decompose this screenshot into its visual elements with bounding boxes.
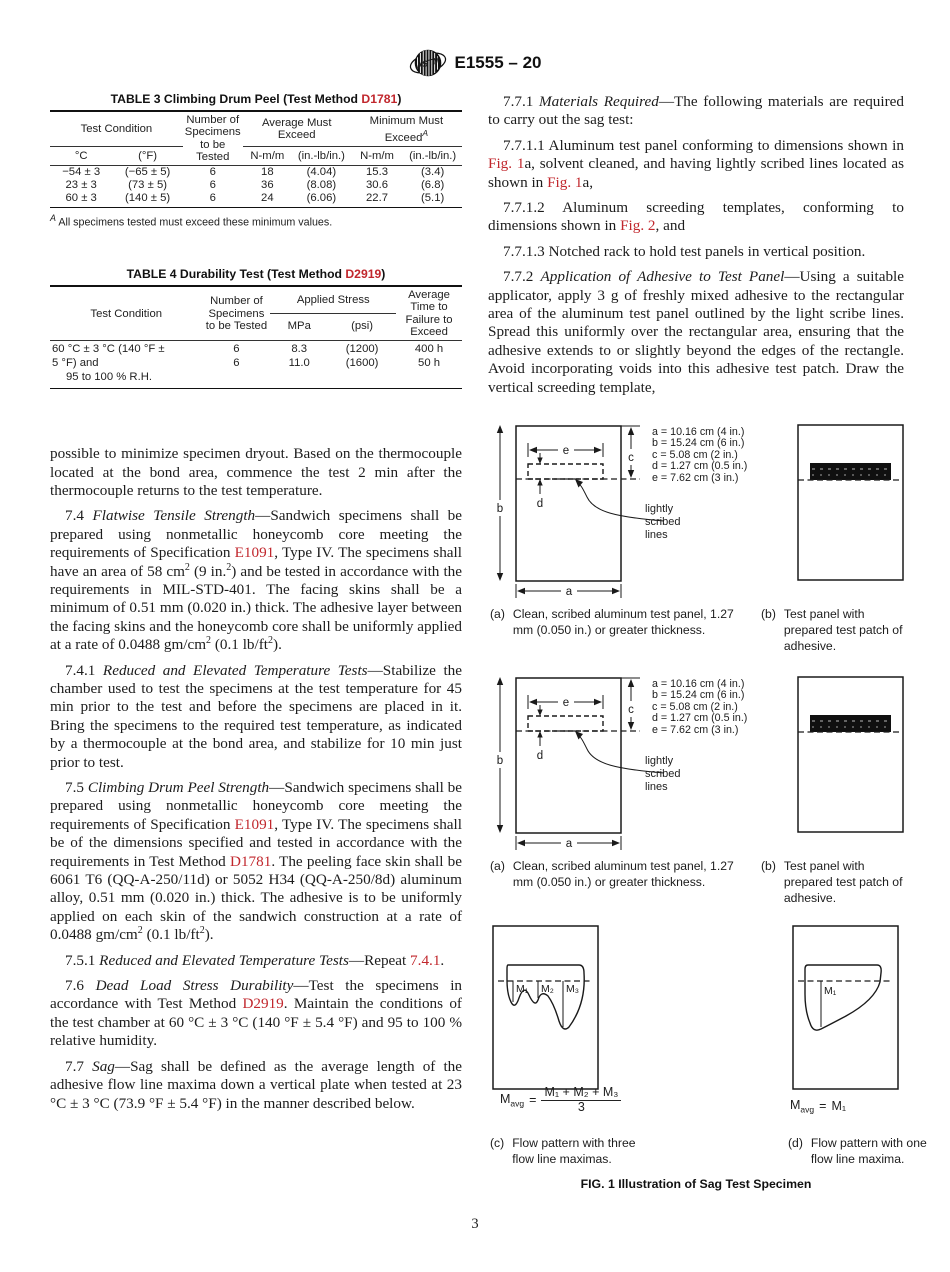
paragraph-7-4-1 [50, 662, 462, 772]
adhesive-patch [810, 715, 891, 732]
formula-average-one: $M_{avg}$ = M₁ [790, 1098, 847, 1115]
cell: (73 ± 5) [128, 178, 167, 191]
text-run: —Stabilize the chamber used to test the specimens at the test temperature for 45 min prior to the test and before the specimens are placed in it. Bring the specimens to the required test temperature, as indicated by a thermocouple at the bond area, and stabilize for 10 min just prior to test. [50, 661, 463, 771]
table3-title [50, 93, 462, 106]
ref-link[interactable]: Fig. 1 [547, 173, 583, 191]
caption-b: (b) Test panel with prepared test patch of adhesive. [761, 607, 903, 653]
subheader-psi: (psi) [328, 313, 396, 341]
caption-d: (d) Flow pattern with one flow line maxima. [788, 1136, 927, 1166]
text-run: 7.7.1.3 Notched rack to hold test panels in vertical position. [503, 242, 866, 260]
text-run: (0.1 lb/ft [142, 926, 200, 944]
subheader-mpa: MPa [270, 313, 328, 341]
table3-footnote: $^A$ All specimens tested must exceed these minimum values. [50, 212, 333, 229]
paragraph-continuation [50, 445, 462, 500]
cell-condition: 60 °C ± 3 °C (140 °F ± 5 °F) and 95 to 100 % R.H. [50, 341, 202, 389]
dim-label-b: b [496, 755, 504, 767]
test-panel-outline [798, 425, 903, 580]
caption-c: (c) Flow pattern with three flow line maximas. [490, 1136, 636, 1166]
subheader-inlb: (in.-lb/in.) [403, 147, 462, 166]
test-panel-outline [493, 926, 598, 1089]
paragraph-7-7-2 [488, 268, 904, 397]
cell-specimens: 6 6 [202, 341, 270, 389]
text-run: Materials Required [539, 93, 659, 110]
subheader-f: (°F) [112, 147, 182, 166]
adhesive-patch-panel-diagram [796, 675, 906, 835]
text-run: a, [582, 173, 594, 191]
text-run: ) and be tested in accordance with the requirements in MIL-STD-401. The facing skins shall be a minimum of 0.51 mm (0.020 in.) thick. The adhesive layer between the facing skins and the honeycomb core shall be uniformly applied at a rate of 0.0488 gm/cm [50, 562, 463, 654]
table3-title-text: TABLE 3 Climbing Drum Peel (Test Method [110, 92, 362, 106]
text-run: 7.5.1 [65, 951, 100, 969]
paragraph-7-4 [50, 507, 462, 654]
table4-title [50, 268, 462, 281]
cell: (3.4) [421, 166, 445, 179]
text-run: 2 [184, 561, 190, 573]
text-run: 7.5 [65, 779, 88, 797]
cell-psi: (1200) (1600) [328, 341, 396, 389]
text-run: 2 [199, 925, 205, 937]
table3-block [50, 93, 462, 228]
text-run: 7.4.1 [65, 661, 103, 679]
cell: 23 ± 3 [65, 178, 97, 191]
scribed-lines-rectangle [528, 464, 603, 479]
text-run: 7.7.1.2 Aluminum screeding templates, conforming to dimensions shown in [488, 199, 904, 235]
cell: 60 ± 3 [50, 192, 112, 207]
text-run: , Type IV. The specimens shall have an area of 58 cm [50, 544, 462, 580]
ref-link[interactable]: Fig. 1 [488, 155, 525, 173]
text-run: ). [204, 926, 214, 944]
text-run: (9 in. [189, 562, 227, 580]
m2-label: M₂ [541, 983, 554, 995]
table-row [50, 179, 462, 192]
cell-mpa: 8.3 11.0 [270, 341, 328, 389]
scribe-label: lightly scribed lines [645, 755, 681, 793]
subheader-c: °C [50, 147, 112, 166]
subheader-nmm: N-m/m [351, 147, 404, 166]
left-column [50, 93, 462, 1113]
figure-1-block-ab-1 [488, 420, 904, 672]
paragraph-7-7 [50, 1058, 462, 1113]
text-run: . The peeling face skin shall be 6061 T6 (QQ-A-250/11d) or 5052 H34 (QQ-A-250/8d) aluminum alloy, 0.51 mm (0.020 in.) thick. The adhesive is to be uniformly applied on each skin of the sandwich construction at a rate of 0.0488 gm/cm [50, 852, 463, 944]
text-run: Reduced and Elevated Temperature Tests [102, 661, 368, 679]
text-run: possible to minimize specimen dryout. Based on the thermocouple located at the bond area, commence the test 2 min after the thermocouple returns to the test temperature. [50, 445, 462, 499]
dimension-legend: a = 10.16 cm (4 in.) b = 15.24 cm (6 in.) c = 5.08 cm (2 in.) d = 1.27 cm (0.5 in.) e = 7.62 cm (3 in.) [652, 426, 748, 484]
cell: 6 [209, 166, 216, 179]
ref-link[interactable]: D2919 [345, 267, 382, 282]
table4 [50, 285, 462, 389]
table4-title-text: TABLE 4 Durability Test (Test Method [126, 267, 346, 282]
table-row [50, 192, 462, 207]
page-header [0, 44, 950, 82]
paragraph-7-6 [50, 977, 462, 1051]
paragraph-7-5 [50, 779, 462, 945]
paragraph-7-5-1 [50, 952, 462, 970]
table-row [50, 341, 462, 389]
text-run: , Type IV. The specimens shall be of the dimensions specified and tested in accordance with the requirements in Test Method [50, 815, 462, 870]
scribed-test-panel-diagram [488, 420, 668, 600]
cell: −54 ± 3 [62, 166, 101, 179]
right-column [488, 93, 927, 1191]
scribe-label: lightly scribed lines [645, 503, 681, 541]
dimension-legend: a = 10.16 cm (4 in.) b = 15.24 cm (6 in.) c = 5.08 cm (2 in.) d = 1.27 cm (0.5 in.) e = 7.62 cm (3 in.) [652, 678, 748, 736]
flow-pattern-three-maxima-diagram [491, 924, 601, 1092]
standard-designation: E1555 – 20 [454, 53, 542, 72]
ref-link[interactable]: Fig. 2 [620, 217, 656, 235]
dim-label-c: c [628, 704, 634, 716]
table3 [50, 110, 462, 208]
text-run: 7.6 [65, 977, 96, 995]
col-header-time: Average Time to Failure to Exceed [396, 286, 462, 341]
test-panel-outline [798, 677, 903, 832]
text-run: —Repeat [348, 951, 411, 969]
text-run: 2 [137, 925, 143, 937]
figure-1-block-cd [488, 924, 927, 1176]
dim-label-e: e [562, 697, 570, 709]
text-run: —Sandwich specimens shall be prepared using nonmetallic honeycomb core meeting the requirements of Specification [50, 779, 463, 833]
text-run: —Test the specimens in accordance with Test Method [50, 977, 463, 1013]
paragraph-7-7-1-1 [488, 137, 904, 192]
m3-label: M₃ [566, 983, 580, 995]
cell: (−65 ± 5) [124, 166, 171, 179]
m1-label: M₁ [824, 985, 837, 997]
text-run: ). [273, 636, 282, 654]
flow-pattern-one-maximum-diagram [791, 924, 901, 1092]
left-column-text [50, 445, 462, 1113]
page-number: 3 [471, 1216, 479, 1232]
dim-label-b: b [496, 503, 504, 515]
cell: (5.1) [403, 192, 462, 207]
cell: (140 ± 5) [112, 192, 182, 207]
cell: 6 [183, 192, 243, 207]
col-header-average: Average Must Exceed [243, 111, 351, 147]
cell: (4.04) [306, 166, 337, 179]
figure-1-block-ab-2 [488, 672, 904, 924]
text-run: Flatwise Tensile Strength [92, 507, 256, 525]
cell: 18 [261, 166, 274, 179]
text-run: —Using a suitable applicator, apply 3 g of freshly mixed adhesive to the rectangular area of the aluminum test panel outlined by the light scribe lines. Spread this uniformly over the rectangular area, ensuring that the adhesive extends to or slightly beyond the edges of the rectangle. Avoid incorporating voids into this adhesive test patch. Draw the vertical screeding template, [488, 268, 905, 396]
cell: 6 [209, 178, 216, 191]
subheader-nmm: N-m/m [243, 147, 292, 166]
subheader-inlb: (in.-lb/in.) [292, 147, 351, 166]
table-row [50, 166, 462, 179]
col-header-minimum: Minimum Must Exceed$^A$ [351, 111, 462, 147]
paragraph-7-7-1-2 [488, 199, 904, 236]
cell: 30.6 [366, 178, 389, 191]
text-run: . Maintain the conditions of the test chamber at 60 °C ± 3 °C (140 °F ± 5.4 °F) and 95 to 100 % relative humidity. [50, 995, 462, 1050]
text-run: 2 [226, 561, 232, 573]
text-run: Dead Load Stress Durability [95, 977, 294, 995]
dim-label-d: d [536, 750, 544, 762]
figure-1-caption: FIG. 1 Illustration of Sag Test Specimen [580, 1177, 812, 1191]
dim-label-a: a [565, 586, 573, 598]
ref-link[interactable]: D1781 [229, 852, 272, 870]
col-header-test-condition: Test Condition [50, 111, 183, 147]
cell: 22.7 [351, 192, 404, 207]
col-header-test-condition: Test Condition [50, 286, 202, 341]
text-run: , and [655, 217, 686, 235]
ref-link[interactable]: 7.4.1 [410, 951, 441, 969]
text-run: (0.1 lb/ft [211, 636, 269, 654]
text-run: a, solvent cleaned, and having lightly scribed lines located as shown in [488, 155, 904, 191]
paragraph-7-7-1-3 [488, 243, 904, 261]
dim-label-e: e [562, 445, 570, 457]
footnote-marker: A [50, 212, 56, 223]
svg-text:ASTM: ASTM [414, 55, 441, 71]
cell: 36 [261, 178, 274, 191]
caption-a: (a) Clean, scribed aluminum test panel, 1.27 mm (0.050 in.) or greater thickness. [490, 859, 734, 889]
adhesive-patch-panel-diagram [796, 423, 906, 583]
paragraph-7-7-1 [488, 93, 904, 130]
text-run: —Sandwich specimens shall be prepared using nonmetallic honeycomb core meeting the requirements of Specification [50, 507, 462, 562]
cell-time: 400 h 50 h [396, 341, 462, 389]
cell: (6.06) [292, 192, 351, 207]
text-run: 2 [268, 635, 274, 647]
text-run: Sag [92, 1057, 115, 1075]
col-header-specimens: Number of Specimens to be Tested [183, 111, 243, 166]
text-run: 7.4 [65, 507, 93, 525]
dim-label-c: c [628, 452, 634, 464]
astm-logo [409, 44, 447, 82]
caption-a: (a) Clean, scribed aluminum test panel, 1.27 mm (0.050 in.) or greater thickness. [490, 607, 734, 637]
col-header-specimens: Number of Specimens to be Tested [202, 286, 270, 341]
table3-title-text: ) [397, 92, 402, 106]
text-run: 7.7 [65, 1057, 93, 1075]
table4-title-text: ) [381, 267, 386, 282]
dim-label-a: a [565, 838, 573, 850]
text-run: —The following materials are required to carry out the sag test: [488, 93, 904, 129]
scribed-lines-rectangle [528, 716, 603, 731]
caption-b: (b) Test panel with prepared test patch of adhesive. [761, 859, 903, 905]
text-run: Application of Adhesive to Test Panel [540, 268, 785, 286]
text-run: . [440, 951, 445, 969]
scribed-test-panel-diagram [488, 672, 668, 852]
right-column-text [488, 93, 904, 397]
col-header-applied-stress: Applied Stress [270, 286, 396, 313]
text-run: 7.7.2 [503, 268, 541, 286]
text-run: —Sag shall be defined as the average length of the adhesive flow line maxima down a vertical plate when tested at 23 °C ± 3 °C (73.9 °F ± 5.4 °F) in the manner described below. [50, 1057, 463, 1112]
adhesive-flow-outline [805, 965, 881, 1030]
cell: (8.08) [306, 178, 337, 191]
ref-link[interactable]: D2919 [242, 995, 284, 1013]
footnote-marker: A [422, 127, 429, 138]
ref-link[interactable]: D1781 [361, 92, 398, 106]
text-run: 2 [206, 635, 212, 647]
ref-link[interactable]: E1091 [234, 544, 275, 562]
ref-link[interactable]: E1091 [234, 815, 275, 833]
dim-label-d: d [536, 498, 544, 510]
adhesive-patch [810, 463, 891, 480]
text-run: Reduced and Elevated Temperature Tests [99, 951, 349, 969]
cell: 15.3 [366, 166, 389, 179]
table4-block [50, 268, 462, 389]
cell: (6.8) [421, 178, 445, 191]
cell: 24 [243, 192, 292, 207]
text-run: 7.7.1 [503, 93, 540, 110]
formula-average-three: $M_{avg}$ = $\frac{\text{M₁ + M₂ + M₃}}{3}$ [500, 1086, 621, 1114]
text-run: Climbing Drum Peel Strength [87, 779, 270, 797]
m1-label: M₁ [516, 983, 529, 995]
adhesive-flow-outline [507, 965, 584, 1029]
text-run: 7.7.1.1 Aluminum test panel conforming to dimensions shown in [503, 136, 904, 154]
